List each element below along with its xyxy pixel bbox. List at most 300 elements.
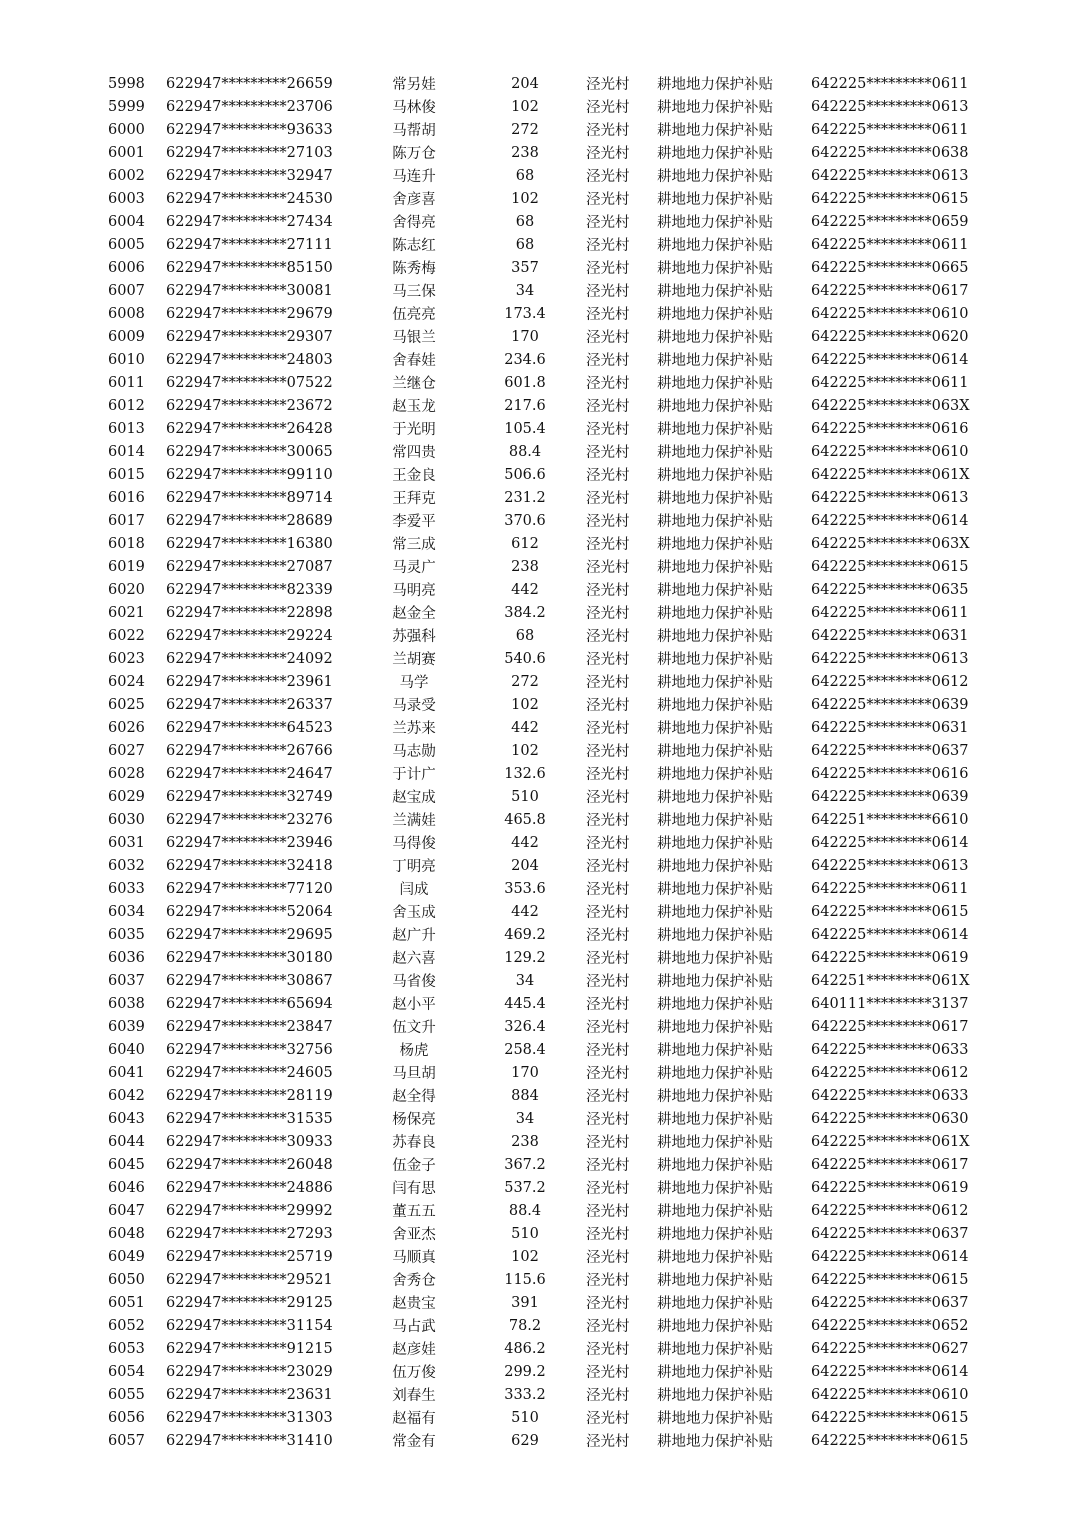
subsidy-amount-cell: 465.8	[504, 811, 546, 828]
row-number-cell: 6018	[108, 535, 145, 552]
recipient-name-cell: 马录受	[392, 698, 436, 714]
table-row	[0, 417, 1074, 440]
subsidy-amount-cell: 442	[511, 581, 539, 598]
subsidy-amount-cell: 115.6	[504, 1271, 546, 1288]
subsidy-type-cell: 耕地地力保护补贴	[657, 307, 773, 323]
village-cell: 泾光村	[586, 652, 630, 668]
id-number-cell: 642225*********0617	[811, 282, 969, 299]
village-cell: 泾光村	[586, 1273, 630, 1289]
subsidy-amount-cell: 537.2	[504, 1179, 546, 1196]
id-number-cell: 642225*********0633	[811, 1041, 969, 1058]
row-number-cell: 6037	[108, 972, 145, 989]
village-cell: 泾光村	[586, 445, 630, 461]
subsidy-amount-cell: 238	[511, 144, 539, 161]
bank-account-cell: 622947*********52064	[166, 903, 333, 920]
table-row	[0, 72, 1074, 95]
row-number-cell: 6053	[108, 1340, 145, 1357]
subsidy-type-cell: 耕地地力保护补贴	[657, 790, 773, 806]
bank-account-cell: 622947*********32749	[166, 788, 333, 805]
table-row	[0, 1222, 1074, 1245]
row-number-cell: 6002	[108, 167, 145, 184]
subsidy-type-cell: 耕地地力保护补贴	[657, 77, 773, 93]
bank-account-cell: 622947*********29125	[166, 1294, 333, 1311]
subsidy-type-cell: 耕地地力保护补贴	[657, 836, 773, 852]
recipient-name-cell: 刘春生	[392, 1388, 436, 1404]
bank-account-cell: 622947*********30867	[166, 972, 333, 989]
id-number-cell: 642225*********0637	[811, 1225, 969, 1242]
table-row	[0, 946, 1074, 969]
recipient-name-cell: 李爱平	[392, 514, 436, 530]
table-row	[0, 1199, 1074, 1222]
subsidy-type-cell: 耕地地力保护补贴	[657, 238, 773, 254]
bank-account-cell: 622947*********32418	[166, 857, 333, 874]
recipient-name-cell: 兰苏来	[392, 721, 436, 737]
row-number-cell: 6049	[108, 1248, 145, 1265]
village-cell: 泾光村	[586, 399, 630, 415]
subsidy-amount-cell: 88.4	[508, 1202, 542, 1219]
village-cell: 泾光村	[586, 307, 630, 323]
row-number-cell: 6000	[108, 121, 145, 138]
row-number-cell: 6043	[108, 1110, 145, 1127]
recipient-name-cell: 伍亮亮	[392, 307, 436, 323]
subsidy-type-cell: 耕地地力保护补贴	[657, 123, 773, 139]
subsidy-type-cell: 耕地地力保护补贴	[657, 606, 773, 622]
row-number-cell: 6028	[108, 765, 145, 782]
table-row	[0, 1429, 1074, 1452]
subsidy-type-cell: 耕地地力保护补贴	[657, 445, 773, 461]
table-row	[0, 141, 1074, 164]
village-cell: 泾光村	[586, 859, 630, 875]
recipient-name-cell: 兰胡赛	[392, 652, 436, 668]
subsidy-amount-cell: 34	[515, 972, 535, 989]
row-number-cell: 6004	[108, 213, 145, 230]
subsidy-amount-cell: 486.2	[504, 1340, 546, 1357]
recipient-name-cell: 马顺真	[392, 1250, 436, 1266]
row-number-cell: 6027	[108, 742, 145, 759]
subsidy-type-cell: 耕地地力保护补贴	[657, 1204, 773, 1220]
recipient-name-cell: 赵玉龙	[392, 399, 436, 415]
table-row	[0, 164, 1074, 187]
subsidy-type-cell: 耕地地力保护补贴	[657, 1411, 773, 1427]
village-cell: 泾光村	[586, 491, 630, 507]
bank-account-cell: 622947*********28119	[166, 1087, 333, 1104]
village-cell: 泾光村	[586, 422, 630, 438]
village-cell: 泾光村	[586, 882, 630, 898]
subsidy-amount-cell: 506.6	[504, 466, 546, 483]
id-number-cell: 642225*********0611	[811, 880, 969, 897]
id-number-cell: 642225*********0615	[811, 1409, 969, 1426]
table-row	[0, 969, 1074, 992]
subsidy-amount-cell: 231.2	[504, 489, 546, 506]
recipient-name-cell: 闫有思	[392, 1181, 436, 1197]
table-row	[0, 394, 1074, 417]
row-number-cell: 6038	[108, 995, 145, 1012]
village-cell: 泾光村	[586, 146, 630, 162]
id-number-cell: 642225*********0633	[811, 1087, 969, 1104]
subsidy-amount-cell: 370.6	[504, 512, 546, 529]
table-row	[0, 1360, 1074, 1383]
subsidy-type-cell: 耕地地力保护补贴	[657, 560, 773, 576]
village-cell: 泾光村	[586, 767, 630, 783]
bank-account-cell: 622947*********23946	[166, 834, 333, 851]
bank-account-cell: 622947*********27103	[166, 144, 333, 161]
id-number-cell: 642225*********0614	[811, 512, 969, 529]
id-number-cell: 642251*********6610	[811, 811, 969, 828]
subsidy-amount-cell: 217.6	[504, 397, 546, 414]
table-row	[0, 923, 1074, 946]
subsidy-type-cell: 耕地地力保护补贴	[657, 698, 773, 714]
bank-account-cell: 622947*********32947	[166, 167, 333, 184]
village-cell: 泾光村	[586, 1388, 630, 1404]
id-number-cell: 642225*********0615	[811, 1271, 969, 1288]
id-number-cell: 642225*********0612	[811, 673, 969, 690]
subsidy-amount-cell: 258.4	[504, 1041, 546, 1058]
recipient-name-cell: 马得俊	[392, 836, 436, 852]
table-row	[0, 1107, 1074, 1130]
bank-account-cell: 622947*********28689	[166, 512, 333, 529]
row-number-cell: 5999	[108, 98, 145, 115]
subsidy-amount-cell: 68	[515, 167, 535, 184]
id-number-cell: 642225*********0612	[811, 1202, 969, 1219]
recipient-name-cell: 马志勋	[392, 744, 436, 760]
table-row	[0, 279, 1074, 302]
subsidy-type-cell: 耕地地力保护补贴	[657, 767, 773, 783]
subsidy-type-cell: 耕地地力保护补贴	[657, 399, 773, 415]
subsidy-amount-cell: 68	[515, 627, 535, 644]
subsidy-amount-cell: 510	[511, 788, 539, 805]
subsidy-amount-cell: 68	[515, 213, 535, 230]
table-row	[0, 1176, 1074, 1199]
row-number-cell: 6020	[108, 581, 145, 598]
subsidy-amount-cell: 391	[511, 1294, 539, 1311]
village-cell: 泾光村	[586, 514, 630, 530]
village-cell: 泾光村	[586, 1181, 630, 1197]
row-number-cell: 6011	[108, 374, 145, 391]
recipient-name-cell: 常金有	[392, 1434, 436, 1450]
bank-account-cell: 622947*********27111	[166, 236, 333, 253]
table-row	[0, 1245, 1074, 1268]
village-cell: 泾光村	[586, 1227, 630, 1243]
bank-account-cell: 622947*********29521	[166, 1271, 333, 1288]
bank-account-cell: 622947*********30081	[166, 282, 333, 299]
recipient-name-cell: 于光明	[392, 422, 436, 438]
subsidy-amount-cell: 469.2	[504, 926, 546, 943]
bank-account-cell: 622947*********24530	[166, 190, 333, 207]
table-row	[0, 877, 1074, 900]
recipient-name-cell: 王金良	[392, 468, 436, 484]
table-row	[0, 601, 1074, 624]
recipient-name-cell: 董五五	[392, 1204, 436, 1220]
subsidy-type-cell: 耕地地力保护补贴	[657, 905, 773, 921]
subsidy-type-cell: 耕地地力保护补贴	[657, 330, 773, 346]
row-number-cell: 5998	[108, 75, 145, 92]
row-number-cell: 6052	[108, 1317, 145, 1334]
id-number-cell: 642225*********0613	[811, 857, 969, 874]
village-cell: 泾光村	[586, 1411, 630, 1427]
subsidy-type-cell: 耕地地力保护补贴	[657, 675, 773, 691]
subsidy-type-cell: 耕地地力保护补贴	[657, 1250, 773, 1266]
village-cell: 泾光村	[586, 744, 630, 760]
table-row	[0, 762, 1074, 785]
row-number-cell: 6029	[108, 788, 145, 805]
village-cell: 泾光村	[586, 951, 630, 967]
recipient-name-cell: 赵六喜	[392, 951, 436, 967]
recipient-name-cell: 舍得亮	[392, 215, 436, 231]
village-cell: 泾光村	[586, 675, 630, 691]
subsidy-amount-cell: 884	[511, 1087, 539, 1104]
recipient-name-cell: 赵广升	[392, 928, 436, 944]
village-cell: 泾光村	[586, 261, 630, 277]
row-number-cell: 6046	[108, 1179, 145, 1196]
recipient-name-cell: 兰继仓	[392, 376, 436, 392]
bank-account-cell: 622947*********27434	[166, 213, 333, 230]
recipient-name-cell: 马银兰	[392, 330, 436, 346]
recipient-name-cell: 杨虎	[399, 1043, 429, 1059]
subsidy-type-cell: 耕地地力保护补贴	[657, 1365, 773, 1381]
row-number-cell: 6032	[108, 857, 145, 874]
recipient-name-cell: 赵小平	[392, 997, 436, 1013]
id-number-cell: 642225*********0631	[811, 719, 969, 736]
table-row	[0, 624, 1074, 647]
recipient-name-cell: 常三成	[392, 537, 436, 553]
row-number-cell: 6039	[108, 1018, 145, 1035]
row-number-cell: 6036	[108, 949, 145, 966]
village-cell: 泾光村	[586, 100, 630, 116]
subsidy-type-cell: 耕地地力保护补贴	[657, 744, 773, 760]
bank-account-cell: 622947*********31154	[166, 1317, 333, 1334]
subsidy-amount-cell: 129.2	[504, 949, 546, 966]
row-number-cell: 6014	[108, 443, 145, 460]
subsidy-type-cell: 耕地地力保护补贴	[657, 353, 773, 369]
bank-account-cell: 622947*********16380	[166, 535, 333, 552]
row-number-cell: 6033	[108, 880, 145, 897]
subsidy-type-cell: 耕地地力保护补贴	[657, 882, 773, 898]
subsidy-amount-cell: 173.4	[504, 305, 546, 322]
row-number-cell: 6013	[108, 420, 145, 437]
subsidy-amount-cell: 326.4	[504, 1018, 546, 1035]
village-cell: 泾光村	[586, 77, 630, 93]
recipient-name-cell: 赵福有	[392, 1411, 436, 1427]
bank-account-cell: 622947*********91215	[166, 1340, 333, 1357]
row-number-cell: 6023	[108, 650, 145, 667]
bank-account-cell: 622947*********23706	[166, 98, 333, 115]
table-row	[0, 486, 1074, 509]
subsidy-amount-cell: 272	[511, 121, 539, 138]
recipient-name-cell: 舍彦喜	[392, 192, 436, 208]
recipient-name-cell: 苏强科	[392, 629, 436, 645]
recipient-name-cell: 兰满娃	[392, 813, 436, 829]
bank-account-cell: 622947*********22898	[166, 604, 333, 621]
recipient-name-cell: 马明亮	[392, 583, 436, 599]
id-number-cell: 642225*********0615	[811, 190, 969, 207]
recipient-name-cell: 常四贵	[392, 445, 436, 461]
table-row	[0, 463, 1074, 486]
village-cell: 泾光村	[586, 169, 630, 185]
subsidy-type-cell: 耕地地力保护补贴	[657, 1181, 773, 1197]
bank-account-cell: 622947*********26337	[166, 696, 333, 713]
table-row	[0, 1038, 1074, 1061]
row-number-cell: 6019	[108, 558, 145, 575]
table-row	[0, 233, 1074, 256]
subsidy-amount-cell: 442	[511, 834, 539, 851]
subsidy-type-cell: 耕地地力保护补贴	[657, 169, 773, 185]
village-cell: 泾光村	[586, 330, 630, 346]
subsidy-amount-cell: 629	[511, 1432, 539, 1449]
village-cell: 泾光村	[586, 468, 630, 484]
table-row	[0, 118, 1074, 141]
bank-account-cell: 622947*********32756	[166, 1041, 333, 1058]
table-row	[0, 532, 1074, 555]
id-number-cell: 642225*********0615	[811, 558, 969, 575]
subsidy-type-cell: 耕地地力保护补贴	[657, 1135, 773, 1151]
subsidy-amount-cell: 272	[511, 673, 539, 690]
bank-account-cell: 622947*********29307	[166, 328, 333, 345]
table-row	[0, 739, 1074, 762]
table-row	[0, 1291, 1074, 1314]
village-cell: 泾光村	[586, 1342, 630, 1358]
row-number-cell: 6047	[108, 1202, 145, 1219]
recipient-name-cell: 苏春良	[392, 1135, 436, 1151]
id-number-cell: 642225*********0637	[811, 1294, 969, 1311]
id-number-cell: 642225*********0613	[811, 650, 969, 667]
subsidy-type-cell: 耕地地力保护补贴	[657, 1434, 773, 1450]
id-number-cell: 642251*********061X	[811, 972, 970, 989]
subsidy-type-cell: 耕地地力保护补贴	[657, 468, 773, 484]
table-row	[0, 1314, 1074, 1337]
subsidy-type-cell: 耕地地力保护补贴	[657, 1342, 773, 1358]
table-row	[0, 992, 1074, 1015]
recipient-name-cell: 于计广	[392, 767, 436, 783]
recipient-name-cell: 闫成	[399, 882, 429, 898]
village-cell: 泾光村	[586, 376, 630, 392]
id-number-cell: 642225*********0610	[811, 305, 969, 322]
bank-account-cell: 622947*********23276	[166, 811, 333, 828]
table-row	[0, 808, 1074, 831]
table-row	[0, 348, 1074, 371]
row-number-cell: 6056	[108, 1409, 145, 1426]
bank-account-cell: 622947*********31303	[166, 1409, 333, 1426]
row-number-cell: 6008	[108, 305, 145, 322]
table-row	[0, 1061, 1074, 1084]
recipient-name-cell: 丁明亮	[392, 859, 436, 875]
row-number-cell: 6044	[108, 1133, 145, 1150]
table-row	[0, 1130, 1074, 1153]
id-number-cell: 642225*********0614	[811, 834, 969, 851]
id-number-cell: 642225*********0617	[811, 1156, 969, 1173]
table-row	[0, 302, 1074, 325]
subsidy-type-cell: 耕地地力保护补贴	[657, 813, 773, 829]
village-cell: 泾光村	[586, 905, 630, 921]
subsidy-amount-cell: 238	[511, 1133, 539, 1150]
subsidy-amount-cell: 510	[511, 1225, 539, 1242]
bank-account-cell: 622947*********23961	[166, 673, 333, 690]
row-number-cell: 6040	[108, 1041, 145, 1058]
subsidy-type-cell: 耕地地力保护补贴	[657, 261, 773, 277]
subsidy-type-cell: 耕地地力保护补贴	[657, 514, 773, 530]
id-number-cell: 642225*********0630	[811, 1110, 969, 1127]
bank-account-cell: 622947*********99110	[166, 466, 333, 483]
row-number-cell: 6001	[108, 144, 145, 161]
row-number-cell: 6054	[108, 1363, 145, 1380]
subsidy-type-cell: 耕地地力保护补贴	[657, 1043, 773, 1059]
id-number-cell: 642225*********0616	[811, 765, 969, 782]
table-row	[0, 325, 1074, 348]
subsidy-amount-cell: 540.6	[504, 650, 546, 667]
village-cell: 泾光村	[586, 1434, 630, 1450]
bank-account-cell: 622947*********26766	[166, 742, 333, 759]
recipient-name-cell: 杨保亮	[392, 1112, 436, 1128]
row-number-cell: 6051	[108, 1294, 145, 1311]
subsidy-amount-cell: 204	[511, 857, 539, 874]
bank-account-cell: 622947*********29992	[166, 1202, 333, 1219]
village-cell: 泾光村	[586, 997, 630, 1013]
recipient-name-cell: 赵金全	[392, 606, 436, 622]
village-cell: 泾光村	[586, 353, 630, 369]
bank-account-cell: 622947*********07522	[166, 374, 333, 391]
recipient-name-cell: 马占武	[392, 1319, 436, 1335]
recipient-name-cell: 马连升	[392, 169, 436, 185]
id-number-cell: 642225*********0611	[811, 121, 969, 138]
row-number-cell: 6012	[108, 397, 145, 414]
id-number-cell: 642225*********0639	[811, 788, 969, 805]
table-row	[0, 1268, 1074, 1291]
subsidy-amount-cell: 234.6	[504, 351, 546, 368]
table-row	[0, 900, 1074, 923]
row-number-cell: 6024	[108, 673, 145, 690]
row-number-cell: 6042	[108, 1087, 145, 1104]
recipient-name-cell: 舍春娃	[392, 353, 436, 369]
recipient-name-cell: 常另娃	[392, 77, 436, 93]
id-number-cell: 642225*********0611	[811, 374, 969, 391]
subsidy-type-cell: 耕地地力保护补贴	[657, 422, 773, 438]
subsidy-table	[0, 72, 1074, 1452]
subsidy-amount-cell: 601.8	[504, 374, 546, 391]
bank-account-cell: 622947*********85150	[166, 259, 333, 276]
village-cell: 泾光村	[586, 1158, 630, 1174]
subsidy-type-cell: 耕地地力保护补贴	[657, 1112, 773, 1128]
bank-account-cell: 622947*********23847	[166, 1018, 333, 1035]
id-number-cell: 642225*********0614	[811, 351, 969, 368]
id-number-cell: 642225*********0639	[811, 696, 969, 713]
bank-account-cell: 622947*********29224	[166, 627, 333, 644]
village-cell: 泾光村	[586, 192, 630, 208]
recipient-name-cell: 赵彦娃	[392, 1342, 436, 1358]
id-number-cell: 642225*********0610	[811, 1386, 969, 1403]
subsidy-amount-cell: 102	[511, 696, 539, 713]
bank-account-cell: 622947*********23631	[166, 1386, 333, 1403]
recipient-name-cell: 马帮胡	[392, 123, 436, 139]
subsidy-type-cell: 耕地地力保护补贴	[657, 629, 773, 645]
bank-account-cell: 622947*********30933	[166, 1133, 333, 1150]
table-row	[0, 1015, 1074, 1038]
id-number-cell: 642225*********0638	[811, 144, 969, 161]
recipient-name-cell: 伍金子	[392, 1158, 436, 1174]
table-row	[0, 187, 1074, 210]
bank-account-cell: 622947*********65694	[166, 995, 333, 1012]
id-number-cell: 642225*********0610	[811, 443, 969, 460]
id-number-cell: 642225*********063X	[811, 397, 970, 414]
id-number-cell: 642225*********0616	[811, 420, 969, 437]
recipient-name-cell: 马学	[399, 675, 429, 691]
subsidy-amount-cell: 170	[511, 328, 539, 345]
bank-account-cell: 622947*********29695	[166, 926, 333, 943]
id-number-cell: 640111*********3137	[811, 995, 969, 1012]
recipient-name-cell: 伍万俊	[392, 1365, 436, 1381]
table-row	[0, 670, 1074, 693]
id-number-cell: 642225*********0611	[811, 604, 969, 621]
subsidy-type-cell: 耕地地力保护补贴	[657, 1020, 773, 1036]
row-number-cell: 6035	[108, 926, 145, 943]
